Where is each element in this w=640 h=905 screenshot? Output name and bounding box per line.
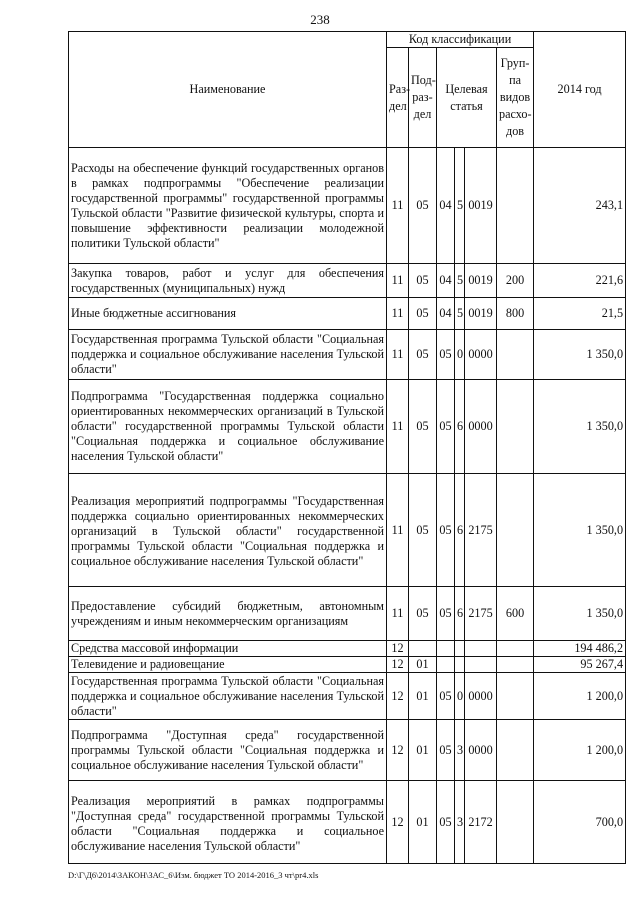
table-row [69,720,626,781]
row-amount: 243,1 [534,148,626,264]
row-cs-program: 04 [437,148,455,264]
row-cs-subprogram [455,657,465,673]
table-row [69,474,626,587]
row-razdel: 12 [387,657,409,673]
row-cs-program: 05 [437,587,455,641]
row-cs-program: 05 [437,330,455,380]
table-row [69,298,626,330]
row-cs-subprogram: 0 [455,673,465,720]
row-amount: 1 200,0 [534,673,626,720]
row-cs-subprogram: 6 [455,474,465,587]
row-amount: 1 350,0 [534,380,626,474]
table-row [69,641,626,657]
row-vid-rashodov [497,657,534,673]
row-cs-subprogram: 0 [455,330,465,380]
row-razdel: 11 [387,587,409,641]
header-classification: Код классификации [387,32,534,48]
row-cs-program: 05 [437,673,455,720]
row-cs-code: 0000 [465,673,497,720]
row-cs-code: 0019 [465,298,497,330]
row-amount: 221,6 [534,264,626,298]
table-row [69,380,626,474]
row-podrazdel: 05 [409,330,437,380]
row-podrazdel: 01 [409,781,437,864]
row-cs-subprogram: 5 [455,148,465,264]
row-amount: 95 267,4 [534,657,626,673]
row-name: Подпрограмма "Доступная среда" государственной программы Тульской области "Социальная поддержка и социальное обслуживание населения Тульской области" [69,720,387,781]
table-row [69,657,626,673]
row-name: Реализация мероприятий подпрограммы "Государственная поддержка социально ориентированных некоммерческих организаций в Тульской области" государственной программы Тульской области "Социальная поддержка и социальное обслуживание населения Тульской области" [69,474,387,587]
row-cs-code: 2172 [465,781,497,864]
row-vid-rashodov [497,330,534,380]
row-name: Закупка товаров, работ и услуг для обеспечения государственных (муниципальных) нужд [69,264,387,298]
row-amount: 1 200,0 [534,720,626,781]
table-row [69,330,626,380]
row-razdel: 12 [387,720,409,781]
row-cs-code: 0019 [465,264,497,298]
row-podrazdel: 05 [409,587,437,641]
row-vid-rashodov: 800 [497,298,534,330]
row-vid-rashodov [497,720,534,781]
row-razdel: 11 [387,264,409,298]
row-amount: 194 486,2 [534,641,626,657]
header-gruppa: Груп-па видов расхо-дов [497,48,534,148]
row-vid-rashodov [497,474,534,587]
row-cs-program [437,641,455,657]
row-razdel: 12 [387,673,409,720]
row-razdel: 11 [387,298,409,330]
row-vid-rashodov [497,148,534,264]
row-vid-rashodov [497,781,534,864]
row-name: Реализация мероприятий в рамках подпрограммы "Доступная среда" государственной программы Тульской области "Социальная поддержка и социальное обслуживание населения Тульской области" [69,781,387,864]
row-name: Иные бюджетные ассигнования [69,298,387,330]
row-podrazdel: 01 [409,720,437,781]
row-cs-subprogram: 6 [455,587,465,641]
row-name: Государственная программа Тульской области "Социальная поддержка и социальное обслуживание населения Тульской области" [69,673,387,720]
row-name: Расходы на обеспечение функций государственных органов в рамках подпрограммы "Обеспечение реализации государственной программы" государственной программы Тульской области "Развитие физической культуры, спорта и повышение эффективности реализации молодежной политики Тульской области" [69,148,387,264]
row-podrazdel: 05 [409,474,437,587]
header-razdel: Раз-дел [387,48,409,148]
row-amount: 700,0 [534,781,626,864]
row-razdel: 11 [387,148,409,264]
row-cs-program: 04 [437,298,455,330]
table-row [69,781,626,864]
header-podrazdel: Под-раз-дел [409,48,437,148]
row-cs-code: 0000 [465,720,497,781]
row-cs-subprogram [455,641,465,657]
row-cs-code: 2175 [465,587,497,641]
row-vid-rashodov: 200 [497,264,534,298]
row-podrazdel: 05 [409,298,437,330]
row-razdel: 12 [387,641,409,657]
row-cs-code: 0000 [465,330,497,380]
table-row [69,148,626,264]
row-cs-code [465,657,497,673]
row-podrazdel: 05 [409,264,437,298]
row-cs-program: 05 [437,781,455,864]
row-podrazdel: 01 [409,657,437,673]
row-name: Телевидение и радиовещание [69,657,387,673]
row-cs-subprogram: 6 [455,380,465,474]
table-row [69,587,626,641]
row-cs-program: 05 [437,474,455,587]
row-amount: 1 350,0 [534,330,626,380]
row-podrazdel: 05 [409,380,437,474]
row-name: Государственная программа Тульской области "Социальная поддержка и социальное обслуживание населения Тульской области" [69,330,387,380]
row-cs-subprogram: 5 [455,298,465,330]
table-row [69,264,626,298]
file-path-footer: D:\Г\Д6\2014\ЗАКОН\ЗАС_6\Изм. бюджет ТО 2014-2016_3 чт\pr4.xls [68,870,319,880]
budget-table [68,31,626,864]
row-razdel: 11 [387,330,409,380]
header-celevaya: Целевая статья [437,48,497,148]
row-cs-program [437,657,455,673]
row-vid-rashodov [497,673,534,720]
table-row [69,673,626,720]
row-vid-rashodov [497,641,534,657]
row-cs-program: 05 [437,720,455,781]
header-name: Наименование [69,32,387,148]
row-vid-rashodov [497,380,534,474]
row-cs-program: 04 [437,264,455,298]
page-number: 238 [310,12,330,27]
row-cs-subprogram: 5 [455,264,465,298]
row-podrazdel: 05 [409,148,437,264]
row-cs-code: 0000 [465,380,497,474]
row-amount: 1 350,0 [534,587,626,641]
header-year: 2014 год [534,32,626,148]
row-podrazdel: 01 [409,673,437,720]
row-amount: 1 350,0 [534,474,626,587]
row-amount: 21,5 [534,298,626,330]
row-razdel: 11 [387,474,409,587]
row-cs-program: 05 [437,380,455,474]
row-razdel: 11 [387,380,409,474]
row-name: Средства массовой информации [69,641,387,657]
row-cs-code: 0019 [465,148,497,264]
row-name: Подпрограмма "Государственная поддержка социально ориентированных некоммерческих организаций в Тульской области" государственной программы Тульской области "Социальная поддержка и социальное обслуживание населения Тульской области" [69,380,387,474]
row-name: Предоставление субсидий бюджетным, автономным учреждениям и иным некоммерческим организациям [69,587,387,641]
row-podrazdel [409,641,437,657]
row-razdel: 12 [387,781,409,864]
row-cs-subprogram: 3 [455,781,465,864]
row-cs-subprogram: 3 [455,720,465,781]
row-cs-code [465,641,497,657]
row-cs-code: 2175 [465,474,497,587]
row-vid-rashodov: 600 [497,587,534,641]
